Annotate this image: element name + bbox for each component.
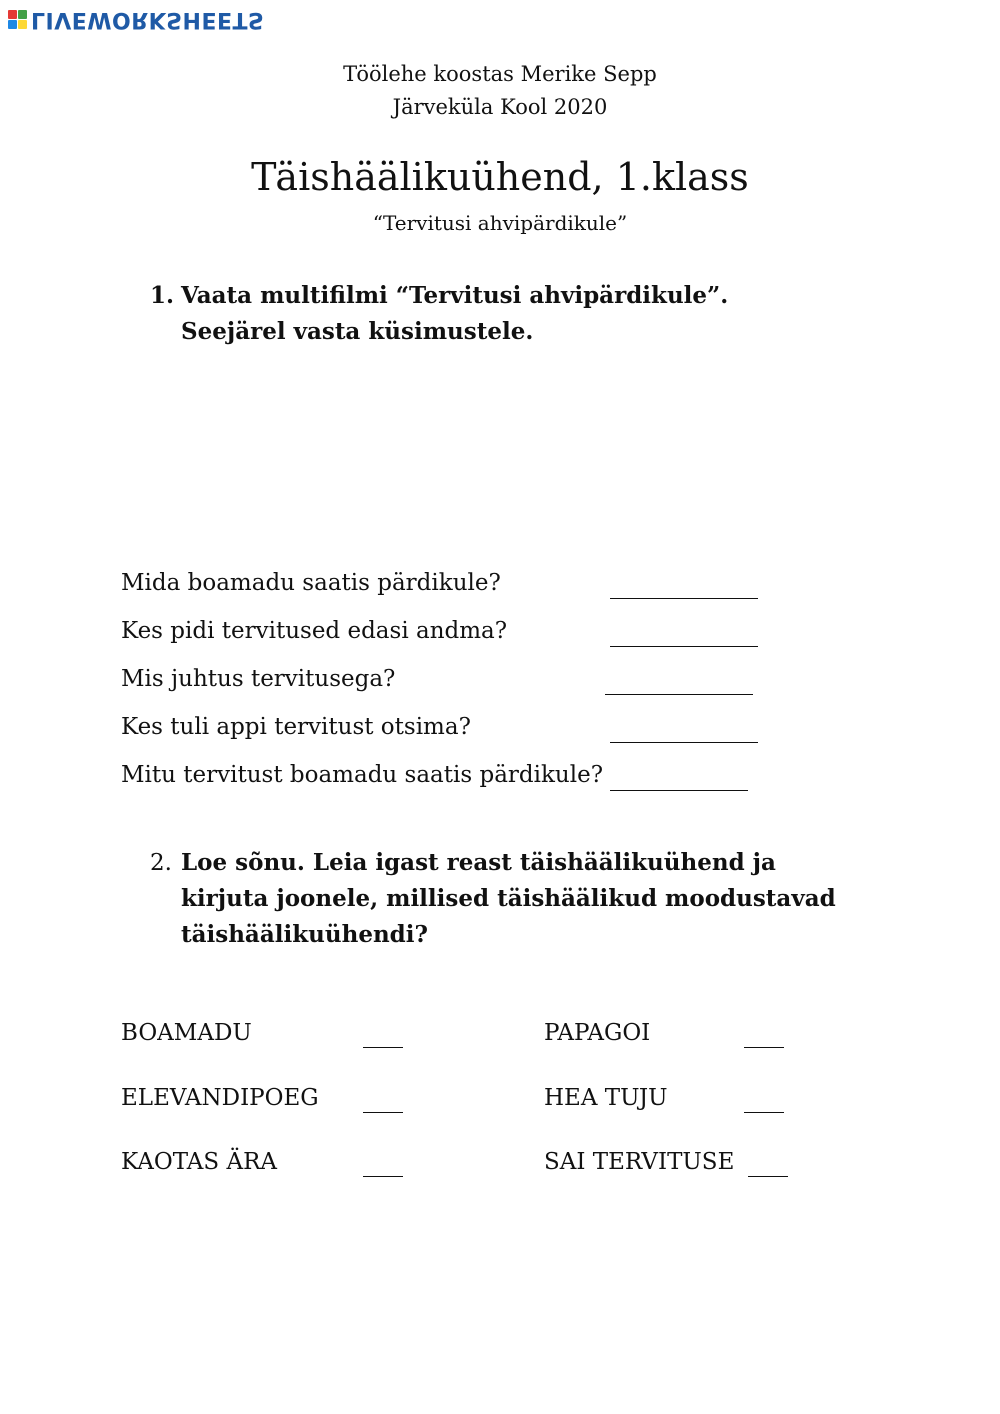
question-row bbox=[121, 714, 821, 748]
author-line: Töölehe koostas Merike Sepp bbox=[343, 62, 657, 86]
answer-line[interactable] bbox=[610, 646, 758, 647]
word-item: SAI TERVITUSE bbox=[544, 1149, 735, 1175]
vowel-answer-line[interactable] bbox=[363, 1047, 403, 1048]
vowel-answer-line[interactable] bbox=[744, 1112, 784, 1113]
question-text: Mitu tervitust boamadu saatis pärdikule? bbox=[121, 762, 604, 788]
question-text: Mida boamadu saatis pärdikule? bbox=[121, 570, 501, 596]
question-text: Kes pidi tervitused edasi andma? bbox=[121, 618, 508, 644]
logo-text: LIVEWORKSHEETS bbox=[31, 7, 265, 32]
page-subtitle: “Tervitusi ahvipärdikule” bbox=[372, 211, 628, 235]
answer-line[interactable] bbox=[610, 598, 758, 599]
question-row bbox=[121, 762, 821, 796]
word-item: HEA TUJU bbox=[544, 1085, 668, 1111]
vowel-answer-line[interactable] bbox=[363, 1112, 403, 1113]
task-2-number: 2. bbox=[150, 850, 172, 876]
answer-line[interactable] bbox=[610, 790, 748, 791]
word-item: PAPAGOI bbox=[544, 1020, 651, 1046]
question-text: Mis juhtus tervitusega? bbox=[121, 666, 396, 692]
word-item: KAOTAS ÄRA bbox=[121, 1149, 278, 1175]
task-2-text: Loe sõnu. Leia igast reast täishäälikuühend ja kirjuta joonele, millised täishäälikud moodustavad täishäälikuühendi? bbox=[181, 849, 836, 948]
question-row bbox=[121, 570, 821, 604]
question-row bbox=[121, 666, 821, 700]
word-item: ELEVANDIPOEG bbox=[121, 1085, 319, 1111]
answer-line[interactable] bbox=[610, 742, 758, 743]
answer-line[interactable] bbox=[605, 694, 753, 695]
question-row bbox=[121, 618, 821, 652]
vowel-answer-line[interactable] bbox=[744, 1047, 784, 1048]
task-2-instruction bbox=[150, 845, 870, 953]
vowel-answer-line[interactable] bbox=[363, 1176, 403, 1177]
task-1-instruction bbox=[150, 278, 870, 350]
question-text: Kes tuli appi tervitust otsima? bbox=[121, 714, 471, 740]
liveworksheets-logo bbox=[8, 6, 264, 32]
task-1-number: 1. bbox=[150, 282, 175, 309]
logo-icon bbox=[8, 10, 27, 29]
vowel-answer-line[interactable] bbox=[748, 1176, 788, 1177]
task-1-line-2: Seejärel vasta küsimustele. bbox=[181, 318, 534, 345]
school-line: Järveküla Kool 2020 bbox=[392, 95, 608, 119]
page-title: Täishäälikuühend, 1.klass bbox=[251, 155, 749, 199]
task-1-line-1: Vaata multifilmi “Tervitusi ahvipärdikule”. bbox=[181, 282, 729, 309]
word-item: BOAMADU bbox=[121, 1020, 252, 1046]
